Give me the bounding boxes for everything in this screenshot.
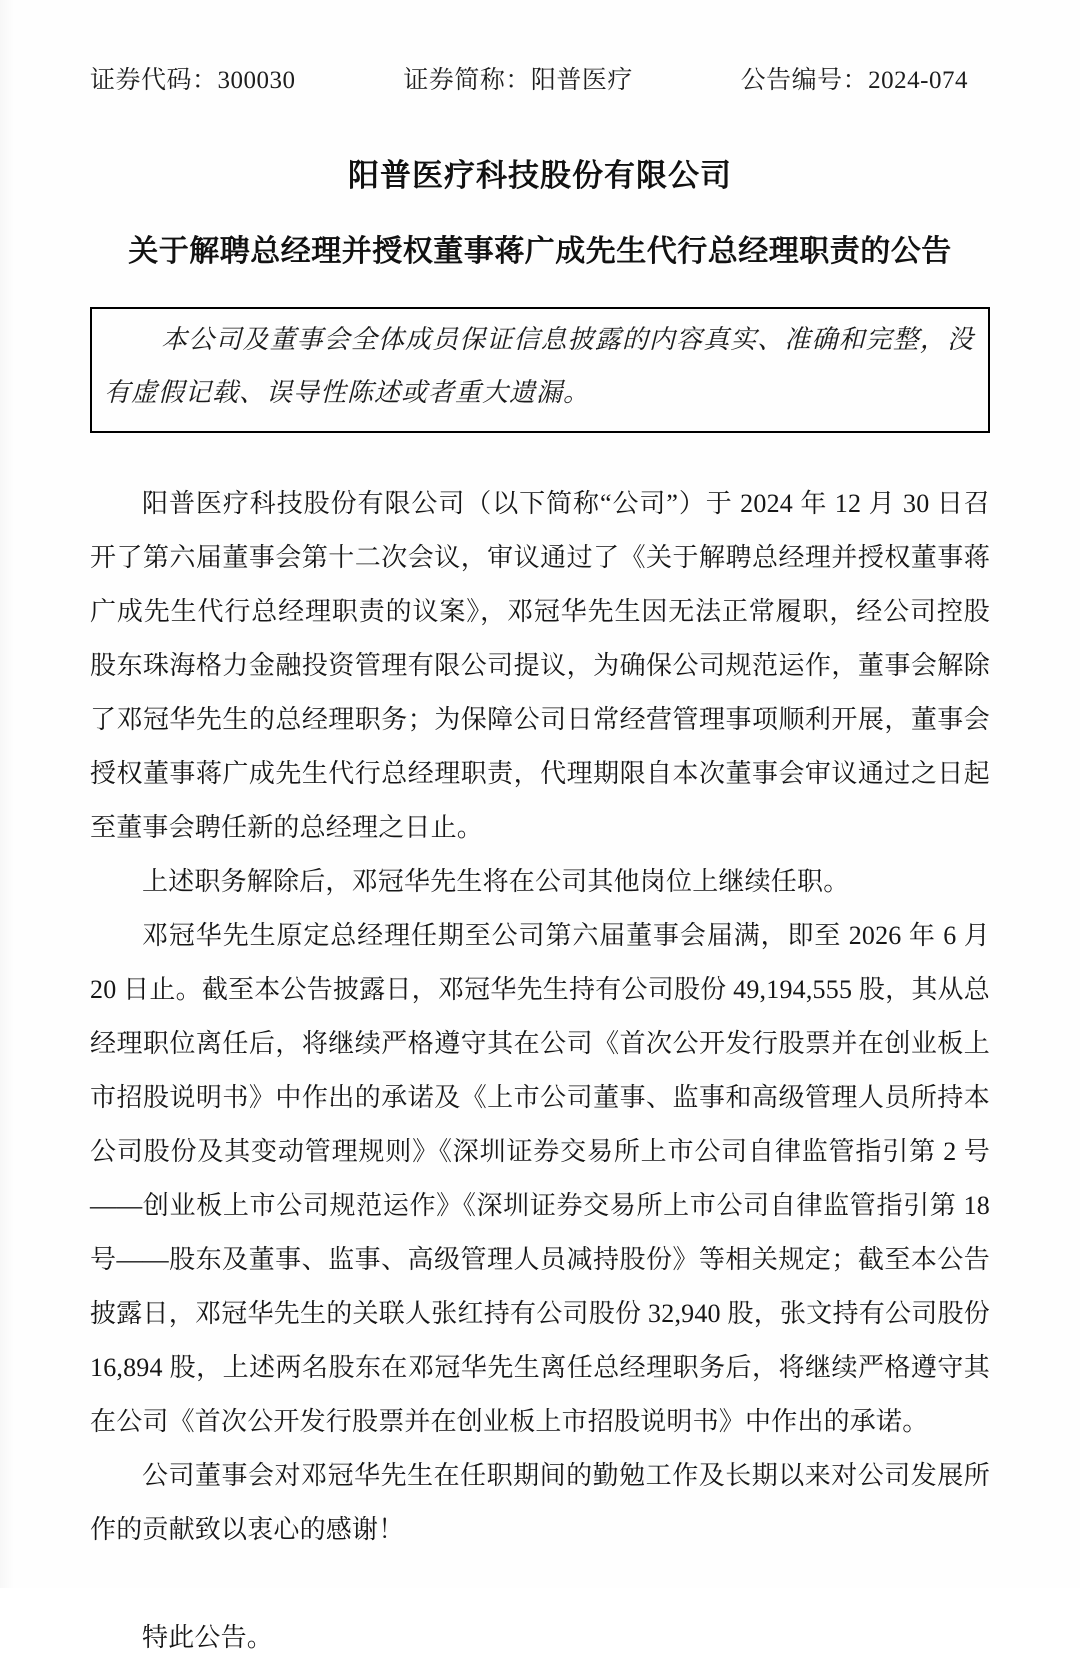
document-header bbox=[90, 60, 990, 96]
closing-statement: 特此公告。 bbox=[142, 1623, 274, 1652]
body-paragraph-gratitude: 公司董事会对邓冠华先生在任职期间的勤勉工作及长期以来对公司发展所作的贡献致以衷心的感谢！ bbox=[90, 1461, 990, 1544]
stock-code-label: 证券代码：300030 bbox=[90, 67, 296, 94]
disclaimer-box bbox=[90, 307, 990, 433]
body-paragraph-continued-employment: 上述职务解除后，邓冠华先生将在公司其他岗位上继续任职。 bbox=[142, 867, 850, 896]
stock-name-label: 证券简称：阳普医疗 bbox=[403, 67, 633, 94]
announcement-title: 关于解聘总经理并授权董事蒋广成先生代行总经理职责的公告 bbox=[128, 235, 952, 268]
disclaimer-text: 本公司及董事会全体成员保证信息披露的内容真实、准确和完整，没有虚假记载、误导性陈述或者重大遗漏。 bbox=[104, 325, 974, 407]
body-paragraph-shareholding-commitments: 邓冠华先生原定总经理任期至公司第六届董事会届满，即至 2026 年 6 月 20 日止。截至本公告披露日，邓冠华先生持有公司股份 49,194,555 股，其从总经理职位离任后，将继续严格遵守其在公司《首次公开发行股票并在创业板上市招股说明书》中作出的承诺及《上市公司董事、监事和高级管理人员所持本公司股份及其变动管理规则》《深圳证券交易所上市公司自律监管指引第 2 号——创业板上市公司规范运作》《深圳证券交易所上市公司自律监管指引第 18 号——股东及董事、监事、高级管理人员减持股份》等相关规定；截至本公告披露日，邓冠华先生的关联人张红持有公司股份 32,940 股，张文持有公司股份 16,894 股，上述两名股东在邓冠华先生离任总经理职务后，将继续严格遵守其在公司《首次公开发行股票并在创业板上市招股说明书》中作出的承诺。 bbox=[90, 921, 990, 1436]
body-paragraph-resolution: 阳普医疗科技股份有限公司（以下简称“公司”）于 2024 年 12 月 30 日召开了第六届董事会第十二次会议，审议通过了《关于解聘总经理并授权董事蒋广成先生代行总经理职责的议案》，邓冠华先生因无法正常履职，经公司控股股东珠海格力金融投资管理有限公司提议，为确保公司规范运作，董事会解除了邓冠华先生的总经理职务；为保障公司日常经营管理事项顺利开展，董事会授权董事蒋广成先生代行总经理职责，代理期限自本次董事会审议通过之日起至董事会聘任新的总经理之日止。 bbox=[90, 489, 990, 842]
company-title: 阳普医疗科技股份有限公司 bbox=[348, 158, 732, 193]
announcement-body bbox=[90, 477, 990, 1665]
announcement-number-label: 公告编号：2024-074 bbox=[740, 67, 968, 94]
